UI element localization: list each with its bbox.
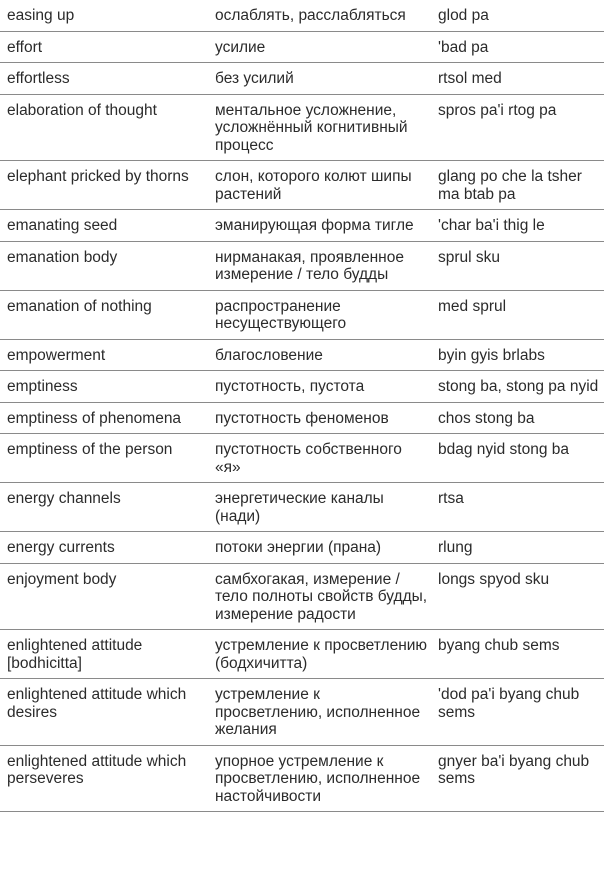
tibetan-term: 'char ba'i thig le xyxy=(438,217,545,234)
russian-term: пустотность феноменов xyxy=(215,409,389,427)
russian-term: самбхогакая, измерение / тело полноты свойств будды, измерение радости xyxy=(215,570,428,623)
russian-term: пустотность, пустота xyxy=(215,378,365,395)
tibetan-term: rtsol med xyxy=(438,70,502,87)
russian-term: потоки энергии (прана) xyxy=(215,539,382,556)
table-row xyxy=(0,630,604,679)
english-term: effort xyxy=(7,38,43,56)
english-term: emanation of nothing xyxy=(7,297,152,315)
english-term: energy channels xyxy=(7,490,121,507)
tibetan-term: med sprul xyxy=(438,297,507,315)
russian-term: устремление к просветлению (бодхичитта) xyxy=(215,637,428,672)
table-row xyxy=(0,161,604,210)
russian-term: пустотность собственного «я» xyxy=(215,441,402,476)
tibetan-term: longs spyod sku xyxy=(438,570,550,588)
tibetan-term: chos stong ba xyxy=(438,409,535,427)
tibetan-term: rtsa xyxy=(438,490,464,507)
russian-term: эманирующая форма тигле xyxy=(215,217,414,234)
tibetan-term: stong ba, stong pa nyid xyxy=(438,378,599,395)
tibetan-term: byin gyis brlabs xyxy=(438,346,545,364)
table-row xyxy=(0,241,604,290)
table-row xyxy=(0,210,604,242)
russian-term: усилие xyxy=(215,38,266,56)
table-row xyxy=(0,290,604,339)
table-row xyxy=(0,679,604,746)
russian-term: нирманакая, проявленное измерение / тело будды xyxy=(215,248,404,283)
english-term: effortless xyxy=(7,70,70,87)
table-row xyxy=(0,563,604,630)
english-term: emptiness of the person xyxy=(7,441,173,458)
russian-term: энергетические каналы (нади) xyxy=(215,490,384,525)
tibetan-term: gnyer ba'i byang chub sems xyxy=(438,752,590,787)
russian-term: без усилий xyxy=(215,70,294,87)
english-term: emanating seed xyxy=(7,217,118,234)
english-term: empowerment xyxy=(7,346,106,364)
english-term: enlightened attitude which perseveres xyxy=(7,752,187,787)
english-term: easing up xyxy=(7,7,75,24)
english-term: enlightened attitude which desires xyxy=(7,686,187,721)
tibetan-term: bdag nyid stong ba xyxy=(438,441,569,458)
english-term: elephant pricked by thorns xyxy=(7,168,189,185)
table-row xyxy=(0,532,604,564)
english-term: emanation body xyxy=(7,248,118,266)
english-term: elaboration of thought xyxy=(7,101,157,119)
russian-term: благословение xyxy=(215,346,323,364)
table-row xyxy=(0,434,604,483)
tibetan-term: glod pa xyxy=(438,7,489,24)
english-term: energy currents xyxy=(7,539,115,556)
tibetan-term: sprul sku xyxy=(438,248,501,266)
russian-term: упорное устремление к просветлению, исполненное настойчивости xyxy=(215,752,421,805)
table-row xyxy=(0,483,604,532)
russian-term: устремление к просветлению, исполненное желания xyxy=(215,686,421,738)
tibetan-term: 'dod pa'i byang chub sems xyxy=(438,686,580,721)
tibetan-term: rlung xyxy=(438,539,473,556)
table-row xyxy=(0,63,604,95)
table-row xyxy=(0,94,604,161)
russian-term: слон, которого колют шипы растений xyxy=(215,168,412,203)
russian-term: ослаблять, расслабляться xyxy=(215,7,406,24)
russian-term: распространение несуществующего xyxy=(215,297,347,332)
english-term: enjoyment body xyxy=(7,570,117,588)
table-row xyxy=(0,402,604,434)
tibetan-term: glang po che la tsher ma btab pa xyxy=(438,168,582,203)
russian-term: ментальное усложнение, усложнённый когнитивный процесс xyxy=(215,101,408,154)
table-row xyxy=(0,31,604,63)
english-term: emptiness of phenomena xyxy=(7,409,182,427)
tibetan-term: byang chub sems xyxy=(438,637,560,654)
english-term: emptiness xyxy=(7,378,78,395)
table-row xyxy=(0,0,604,31)
table-row xyxy=(0,339,604,371)
tibetan-term: spros pa'i rtog pa xyxy=(438,101,557,119)
tibetan-term: 'bad pa xyxy=(438,38,489,56)
table-row xyxy=(0,745,604,812)
table-row xyxy=(0,371,604,403)
english-term: enlightened attitude [bodhicitta] xyxy=(7,637,143,672)
